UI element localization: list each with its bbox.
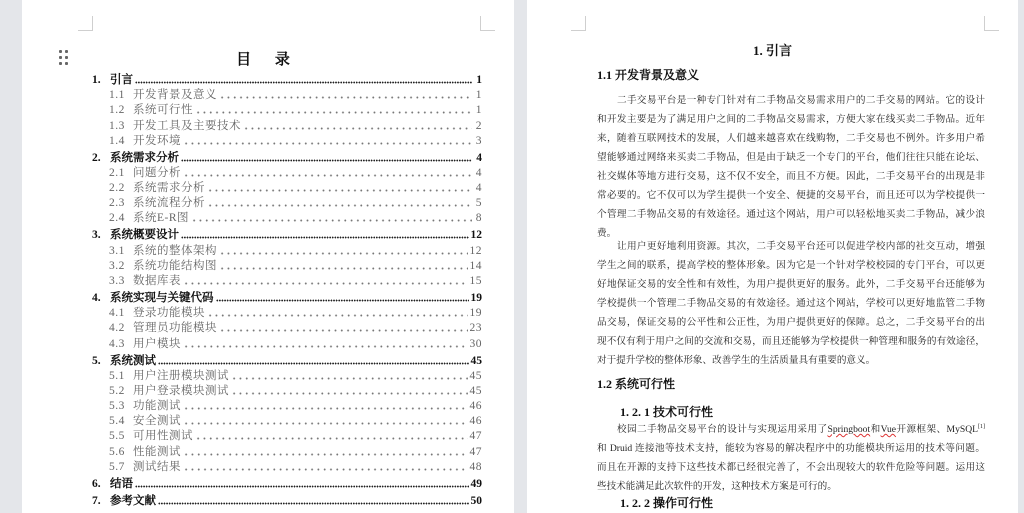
paragraph-line: 些技术能满足此次软件的开发，这种技术方案是可行的。 — [597, 481, 837, 492]
paragraph-line: 和 Druid 连接池等技术支持，能较为容易的解决程序中的功能模块所运用的技术等问题。 — [597, 443, 985, 454]
toc-entry-number: 3. — [92, 229, 101, 242]
paragraph-line: 望能够通过网络来买卖二手物品，但是由于缺乏一个专门的平台，他们往往只能在论坛、 — [597, 152, 985, 163]
toc-entry-label: 可用性测试 — [133, 430, 193, 443]
toc-leader-dots — [195, 437, 468, 440]
citation-ref[interactable]: [1] — [978, 423, 986, 430]
paragraph-line: 来，随着互联网技术的发展，人们越来越喜欢在线购物，二手交易也不例外。许多用户希 — [597, 133, 985, 144]
toc-entry-page: 15 — [469, 275, 482, 288]
toc-entry[interactable] — [92, 180, 482, 195]
toc-entry-label: 功能测试 — [133, 400, 181, 413]
toc-entry-page: 2 — [475, 119, 482, 132]
toc-entry[interactable] — [92, 493, 482, 508]
toc-entry-page: 47 — [469, 445, 482, 458]
toc-entry-label: 用户注册模块测试 — [133, 369, 229, 382]
toc-entry[interactable] — [92, 210, 482, 225]
toc-entry-page: 19 — [470, 292, 482, 304]
toc-entry-number: 1.2 — [109, 104, 125, 117]
toc-entry-page: 5 — [475, 197, 482, 210]
paragraph — [597, 420, 985, 496]
toc-entry-page: 45 — [469, 384, 482, 397]
toc-entry-number: 3.2 — [109, 259, 125, 272]
toc-entry-number: 5.4 — [109, 415, 125, 428]
toc-entry-number: 4.2 — [109, 322, 125, 335]
paragraph-line: 和开发主要是为了满足用户之间的二手物品交易需求，方便大家在线买卖二手物品。近年 — [597, 114, 985, 125]
toc-entry-label: 系统功能结构图 — [133, 259, 217, 272]
toc-leader-dots — [181, 236, 469, 239]
toc-entry-number: 2. — [92, 151, 101, 164]
toc-entry-page: 45 — [470, 354, 482, 367]
paragraph-line: 个管理二手物品交易的有效途径。通过这个网站，用户可以轻松地买卖二手物品，减少浪 — [597, 209, 985, 220]
toc-leader-dots — [135, 485, 469, 488]
toc-entry-page: 8 — [475, 212, 482, 225]
toc-entry[interactable] — [92, 413, 482, 428]
toc-entry-label: 开发环境 — [133, 134, 181, 147]
toc-leader-dots — [195, 111, 472, 114]
toc-entry-number: 5.1 — [109, 369, 125, 382]
toc-entry-number: 2.2 — [109, 182, 125, 195]
toc-entry[interactable] — [92, 273, 482, 288]
toc-entry-page: 14 — [469, 259, 482, 272]
paragraph-line: 让用户更好地利用资源。其次，二手交易平台还可以促进学校内部的社交互动，增强 — [617, 241, 985, 252]
text-run: 和 — [870, 424, 881, 435]
toc-entry-number: 2.1 — [109, 166, 125, 179]
toc-entry-number: 1. — [92, 73, 101, 86]
toc-entry-page: 47 — [469, 430, 482, 443]
toc-entry[interactable] — [92, 227, 482, 242]
toc-entry[interactable] — [92, 258, 482, 273]
paragraph-line: 二手交易平台是一种专门针对有二手物品交易需求用户的二手交易的网站。它的设计 — [617, 95, 985, 106]
toc-leader-dots — [207, 314, 468, 317]
toc-leader-dots — [158, 362, 469, 365]
toc-entry-page: 1 — [476, 73, 482, 86]
margin-corner-mark — [984, 16, 999, 31]
subsection-heading: 1. 2. 2 操作可行性 — [620, 496, 714, 510]
toc-entry-label: 管理员功能模块 — [133, 322, 217, 335]
toc-entry[interactable] — [92, 87, 482, 102]
toc-entry-number: 5.7 — [109, 460, 125, 473]
paragraph-line: 学生之间的联系，提高学校的整体形象。因为它是一个针对学校校园的专门平台，可以更 — [597, 260, 985, 271]
toc-leader-dots — [158, 502, 469, 505]
toc-leader-dots — [207, 189, 472, 192]
toc-entry-page: 46 — [469, 415, 482, 428]
toc-leader-dots — [183, 282, 468, 285]
toc-entry-page: 48 — [469, 460, 482, 473]
toc-entry[interactable] — [92, 476, 482, 491]
toc-entry-label: 性能测试 — [133, 445, 181, 458]
toc-entry-label: 登录功能模块 — [133, 307, 205, 320]
toc-entry-label: 测试结果 — [133, 460, 181, 473]
toc-entry[interactable] — [92, 443, 482, 458]
paragraph-line: 而且在开源的支持下这些技术都已经很完善了，不会出现较大的软件危险等问题。运用这 — [597, 462, 985, 473]
margin-corner-mark — [480, 16, 495, 31]
toc-leader-dots — [183, 422, 468, 425]
toc-entry-page: 12 — [469, 244, 482, 257]
toc-leader-dots — [207, 204, 472, 207]
toc-entry-label: 安全测试 — [133, 415, 181, 428]
paragraph-line — [597, 420, 985, 439]
toc-entry[interactable] — [92, 242, 482, 257]
toc-entry-label: 系统流程分析 — [133, 197, 205, 210]
toc-entry-page: 1 — [475, 89, 482, 102]
paragraph-line: 学校提供一个管理二手物品交易的有效途径。通过这个网站，学校可以更好地监管二手物 — [597, 298, 985, 309]
paragraph-line: 常必要的。它不仅可以为学生提供一个安全、便捷的交易平台，而且还可以为学校提供一 — [597, 190, 985, 201]
toc-entry-number: 3.3 — [109, 275, 125, 288]
margin-corner-mark — [571, 16, 586, 31]
toc-entry-label: 系统需求分析 — [110, 151, 179, 164]
toc-entry-page: 30 — [469, 337, 482, 350]
toc-entry-number: 5.5 — [109, 430, 125, 443]
toc-entry-label: 参考文献 — [110, 494, 156, 507]
toc-entry[interactable] — [92, 290, 482, 305]
toc-entry-label: 问题分析 — [133, 166, 181, 179]
toc-entry-number: 1.1 — [109, 89, 125, 102]
toc-entry-label: 系统实现与关键代码 — [110, 292, 214, 304]
toc-leader-dots — [183, 174, 472, 177]
toc-entry-label: 系统概要设计 — [110, 229, 179, 242]
section-heading: 1.2 系统可行性 — [597, 377, 676, 391]
toc-entry-number: 5.6 — [109, 445, 125, 458]
toc-leader-dots — [183, 468, 468, 471]
toc-entry-page: 4 — [476, 151, 482, 164]
toc-entry-number: 4.3 — [109, 337, 125, 350]
toc-entry-page: 4 — [475, 166, 482, 179]
toc-leader-dots — [191, 219, 472, 222]
toc-entry-number: 7. — [92, 494, 101, 507]
toc-entry-label: 系统的整体架构 — [133, 244, 217, 257]
toc-entry-page: 1 — [475, 104, 482, 117]
toc-entry[interactable] — [92, 102, 482, 117]
toc-entry-number: 4. — [92, 292, 101, 304]
toc-leader-dots — [135, 81, 472, 84]
toc-entry-label: 系统测试 — [110, 354, 156, 367]
toc-entry-page: 49 — [470, 477, 482, 490]
chapter-title: 1. 引言 — [752, 43, 792, 58]
toc-entry-label: 系统可行性 — [133, 104, 193, 117]
toc-leader-dots — [219, 267, 468, 270]
toc-entry-label: 系统需求分析 — [133, 182, 205, 195]
paragraph-line: 品交易，保证交易的公平性和公正性，为用户提供更好的保障。总之，二手交易平台的出 — [597, 317, 985, 328]
toc-entry-page: 45 — [469, 369, 482, 382]
toc-entry-label: 用户登录模块测试 — [133, 384, 229, 397]
toc-entry-page: 12 — [470, 229, 482, 242]
toc-leader-dots — [219, 329, 468, 332]
toc-entry-number: 4.1 — [109, 307, 125, 320]
toc-leader-dots — [183, 345, 468, 348]
paragraph-line: 社交媒体等地方进行交易，这不仅不安全，而且不方便。因此，二手交易平台的出现是非 — [597, 171, 985, 182]
toc-entry[interactable] — [92, 459, 482, 474]
toc-entry-number: 5. — [92, 354, 101, 367]
text-run: 开源框架、MySQL — [896, 424, 979, 435]
toc-entry-page: 4 — [475, 182, 482, 195]
toc-entry[interactable] — [92, 320, 482, 335]
toc-entry-label: 开发工具及主要技术 — [133, 119, 241, 132]
toc-entry[interactable] — [92, 195, 482, 210]
toc-leader-dots — [181, 159, 472, 162]
toc-entry-label: 用户模块 — [133, 337, 181, 350]
toc-entry-label: 引言 — [110, 73, 133, 86]
toc-entry-page: 50 — [470, 494, 482, 507]
spellcheck-word[interactable]: Vue — [880, 424, 897, 435]
toc-entry-number: 1.3 — [109, 119, 125, 132]
toc-entry[interactable] — [92, 305, 482, 320]
toc-entry-number: 3.1 — [109, 244, 125, 257]
section-heading: 1.1 开发背景及意义 — [597, 68, 700, 82]
toc-entry[interactable] — [92, 398, 482, 413]
toc-leader-dots — [216, 299, 469, 302]
toc-entry-number: 1.4 — [109, 134, 125, 147]
toc-entry-page: 23 — [469, 322, 482, 335]
toc-entry[interactable] — [92, 72, 482, 87]
paragraph — [597, 91, 985, 243]
toc-leader-dots — [231, 392, 468, 395]
document-page-content — [527, 0, 1018, 513]
margin-corner-mark — [78, 16, 93, 31]
subsection-heading: 1. 2. 1 技术可行性 — [620, 405, 714, 419]
toc-entry[interactable] — [92, 368, 482, 383]
toc-entry[interactable] — [92, 383, 482, 398]
toc-leader-dots — [183, 453, 468, 456]
toc-title: 目 录 — [236, 52, 300, 68]
toc-leader-dots — [231, 377, 468, 380]
toc-leader-dots — [219, 96, 472, 99]
toc-entry[interactable] — [92, 133, 482, 148]
toc-leader-dots — [183, 407, 468, 410]
table-of-contents — [92, 70, 482, 508]
paragraph-line: 现不仅有利于用户之间的交流和交易，而且还能够为学校提供一种管理和服务的有效途径， — [597, 336, 985, 347]
toc-leader-dots — [183, 142, 472, 145]
paragraph-line: 对于提升学校的整体形象、改善学生的生活质量具有重要的意义。 — [597, 355, 876, 366]
toc-entry[interactable] — [92, 428, 482, 443]
toc-entry-number: 5.2 — [109, 384, 125, 397]
toc-entry-number: 2.4 — [109, 212, 125, 225]
toc-entry[interactable] — [92, 352, 482, 367]
toc-entry-number: 5.3 — [109, 400, 125, 413]
toc-entry-page: 46 — [469, 400, 482, 413]
toc-entry[interactable] — [92, 335, 482, 350]
paragraph — [597, 237, 985, 370]
toc-entry-label: 数据库表 — [133, 275, 181, 288]
spellcheck-word[interactable]: Springboot — [827, 424, 871, 435]
toc-entry[interactable] — [92, 117, 482, 132]
toc-entry-page: 3 — [475, 134, 482, 147]
toc-leader-dots — [219, 252, 468, 255]
toc-leader-dots — [243, 127, 472, 130]
toc-entry-label: 结语 — [110, 477, 133, 490]
toc-entry[interactable] — [92, 165, 482, 180]
paragraph-line: 费。 — [597, 228, 617, 239]
toc-entry-page: 19 — [469, 307, 482, 320]
text-run: 校园二手物品交易平台的设计与实现运用采用了 — [617, 424, 828, 435]
toc-entry-number: 2.3 — [109, 197, 125, 210]
paragraph-line: 好地保证交易的安全性和有效性，为用户提供更好的服务。此外，二手交易平台还能够为 — [597, 279, 985, 290]
toc-entry-label: 系统E-R图 — [133, 212, 190, 225]
toc-entry-number: 6. — [92, 477, 101, 490]
toc-entry-label: 开发背景及意义 — [133, 89, 217, 102]
toc-entry[interactable] — [92, 150, 482, 165]
document-page-toc — [22, 0, 514, 513]
